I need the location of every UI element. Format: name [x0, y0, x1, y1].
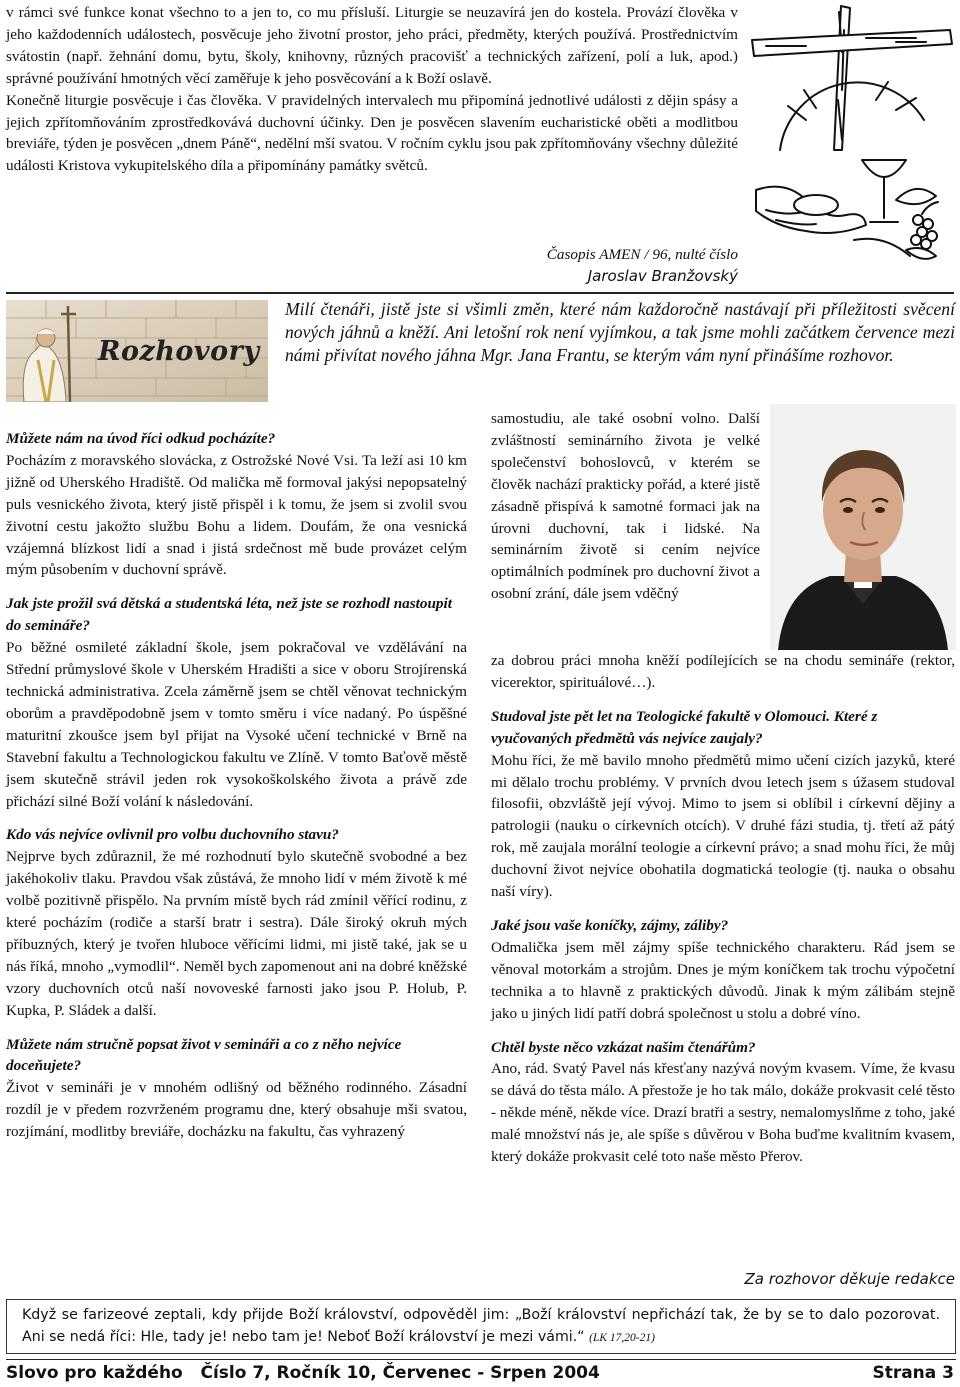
interview-answer-continued: za dobrou práci mnoha kněží podílejících se na chodu semináře (rektor, vicerektor, spirituálové…).: [491, 652, 955, 691]
interview-credit: Za rozhovor děkuje redakce: [744, 1270, 955, 1288]
interview-lead: Milí čtenáři, jistě jste si všimli změn, které nám každoročně nastávají při příležitosti svěcení nových jáhnů a kněží. Ani letošní rok není vyjímkou, a tak jsme mohli začátkem července mezi námi přivítat nového jáhna Mgr. Jana Frantu, se kterým vám nyní přinášíme rozhovor.: [285, 299, 955, 366]
interview-left-column: [6, 428, 467, 1143]
intro-paragraph: v rámci své funkce konat všechno to a jen to, co mu přísluší. Liturgie se neuzavírá jen do kostela. Provází člověka v jeho každodenních událostech, posvěcuje jeho životní prostor, jeho práci, předměty, kterých používá. Prostřednictvím svátostin (např. žehnání domu, bytu, školy, knihovny, různých pracovišť a technických zařízení, polí a luk, apod.) správné používání hmotných věcí zaměřuje k jeho posvěcování a k Boží oslavě.: [6, 4, 738, 87]
footer-page-number: Strana 3: [872, 1363, 954, 1383]
intro-text: [6, 2, 738, 177]
interview-answer: Po běžné osmileté základní škole, jsem pokračoval ve vzdělávání na Střední průmyslové škole v Uherském Hradišti a sice v oboru Strojírenská technická administrativa. Zcela záměrně jsem se chtěl věnovat technickým oborům a pravděpodobně jsem v tomto směru i více nadaný. Po úspěšné maturitní zkoušce jsem byl přijat na Vysoké učení technické v Brně na Stavební fakultu a Technologickou fakultu ve Zlíně. V tomto Baťově městě jsem skutečně strávil jeden rok vysokoškolského života a právě zde přichází silné Boží volání k následování.: [6, 639, 467, 810]
interview-question: Můžete nám na úvod říci odkud pocházíte?: [6, 430, 276, 447]
interview-answer: Nejprve bych zdůraznil, že mé rozhodnutí bylo skutečně svobodné a bez jakéhokoliv tlaku. Pravdou však zůstává, že mnoho lidí v mém životě k mé volbě pozitivně přispělo. Na prvním místě bych rád zmínil věřící rodinu, z které pocházím (rodiče a starší bratr i sestra). Dále široký okruh mých příbuzných, který je tvořen hluboce věřícími lidmi, mi jistě také, jak se u nás říká, mnoho „vymodlil“. Neměl bych zapomenout ani na dobré kněžské vzory duchovních otců naší novoveské farnosti jako jsou P. Holub, P. Kupka, P. Sládek a další.: [6, 848, 467, 1019]
deacon-portrait-icon: [770, 404, 956, 650]
interview-answer: Život v semináři je v mnohém odlišný od běžného rodinného. Zásadní rozdíl je v předem rozvrženém programu dne, který obsahuje mši svatou, rozjímání, modlitby breviáře, docházku na fakultu, čas vyhrazený: [6, 1079, 467, 1141]
intro-author: Jaroslav Branžovský: [587, 267, 738, 285]
section-divider: [6, 292, 954, 294]
interview-question: Můžete nám stručně popsat život v semináři a co z něho nejvíce doceňujete?: [6, 1035, 402, 1075]
intro-paragraph: Konečně liturgie posvěcuje i čas člověka. V pravidelných intervalech mu připomíná jednotlivé události z dějin spásy a jejich zpřítomňováním zprostředkovává duchovní účinky. Den je posvěcen slavením eucharistické oběti a modlitbou breviáře, týden je posvěcen „dnem Páně“, nedělní mší svatou. V ročním cyklu jsou pak zpřítomňovány všechny důležité události Kristova vykupitelského díla a připomínány památky světců.: [6, 91, 738, 175]
intro-source: Časopis AMEN / 96, nulté číslo: [546, 246, 738, 263]
page-footer: [6, 1362, 956, 1386]
scripture-quote-text: Když se farizeové zeptali, kdy přijde Boží království, odpověděl jim: „Boží království nepřichází tak, že by se to dalo pozorovat. Ani se nedá říci: Hle, tady je! nebo tam je! Neboť Boží království je mezi vámi.“: [22, 1307, 940, 1345]
footer-divider: [6, 1359, 956, 1360]
interview-answer: Ano, rád. Svatý Pavel nás křesťany nazývá novým kvasem. Víme, že kvasu se dává do těsta málo. A přestože je ho tak málo, dokáže prokvasit celé těsto - někde méně, někde více. Drazí bratři a sestry, nemalomyslňme z toho, jaké malé množství nás je, ale spíše s důvěrou v Boha buďme kvalitním kvasem, který dokáže prokvasit celé toto naše město Přerov.: [491, 1060, 955, 1166]
interview-question: Kdo vás nejvíce ovlivnil pro volbu duchovního stavu?: [6, 826, 339, 844]
scripture-reference: (LK 17,20-21): [589, 1332, 655, 1344]
interview-question: Jaké jsou vaše koníčky, zájmy, záliby?: [491, 916, 729, 934]
interview-question: Chtěl byste něco vzkázat našim čtenářům?: [491, 1038, 756, 1056]
scripture-quote-box: [6, 1299, 956, 1354]
section-heading: Rozhovory: [98, 336, 260, 367]
interview-question: Studoval jste pět let na Teologické fakultě v Olomouci. Které z vyučovaných předmětů vás nejvíce zaujaly?: [491, 707, 878, 747]
interview-answer: Pocházím z moravského slovácka, z Ostrožské Nové Vsi. Ta leží asi 10 km jižně od Uherského Hradiště. Od malička mě formoval jakýsi nepopsatelný puls vesnického života, který jistě přispěl i k tomu, že jsem si zvolil svou životní cestu jakožto službu Bohu a lidem. Doufám, že ona vesnická vzájemná blízkost lidí a snad i jistá srdečnost mě bude provázet celým mým působením v duchovní správě.: [6, 451, 467, 579]
interview-answer-continued: samostudiu, ale také osobní volno. Další zvláštností seminárního života je velké společenství bohoslovců, v kterém se člověk nachází prakticky pořád, a které jistě zásadně přispívá k samotné formaci jak na úrovni duchovní, tak i lidské. Na seminárním životě si cením nejvíce optimálních podmínek pro duchovní život a osobní zrání, dále jsem vděčný: [491, 410, 760, 603]
interview-right-column: [491, 650, 955, 1168]
cross-with-hands-and-chalice-icon: [746, 0, 958, 270]
interview-answer: Mohu říci, že mě bavilo mnoho předmětů mimo učení cizích jazyků, které mi dělalo trochu problémy. V prvních dvou letech jsem s úžasem studoval filosofii, obzvláště její vývoj. Mimo to jsem si oblíbil i církevní dějiny a patrologii (nauku o církevních otcích). V druhé fázi studia, tj. třetí až pátý rok, mě zaujala morální teologie a církevní právo; a snad mohu říci, že můj duchovní život nejvíce obohatila dogmatická teologie (tj. nauka o obsahu naší víry).: [491, 751, 955, 901]
interview-question: Jak jste prožil svá dětská a studentská léta, než jste se rozhodl nastoupit do semináře?: [6, 595, 452, 635]
interview-answer: Odmalička jsem měl zájmy spíše technického charakteru. Rád jsem se věnoval motorkám a strojům. Dnes je mým koníčkem tak trochu výpočetní technika a to hlavně z praktických důvodů. Jinak k mým zálibám stejně jako u jiných lidí patří dobrá společnost u stolu a dobré víno.: [491, 938, 955, 1022]
footer-publication-info: Slovo pro každého Číslo 7, Ročník 10, Červenec - Srpen 2004: [6, 1363, 600, 1383]
